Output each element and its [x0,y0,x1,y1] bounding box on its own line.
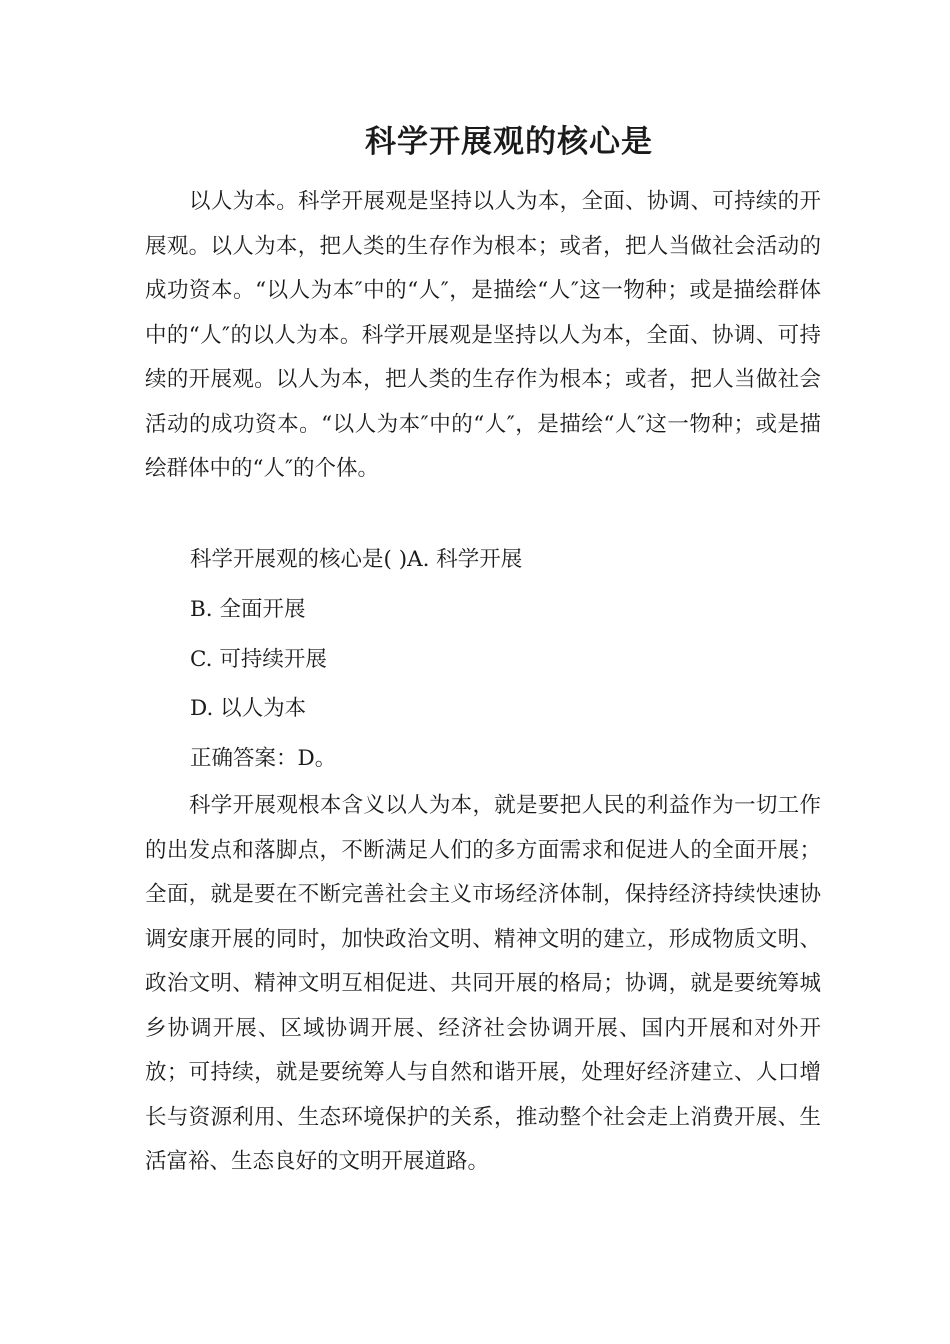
option-c: C. 可持续开展 [190,647,327,672]
answer-line: 正确答案：D。 [190,746,337,771]
option-b: B. 全面开展 [190,597,306,622]
option-d: D. 以人为本 [190,696,307,721]
document-title: 科学开展观的核心是 [365,124,653,160]
question-line: 科学开展观的核心是( )A. 科学开展 [190,547,523,572]
intro-paragraph: 以人为本。科学开展观是坚持以人为本，全面、协调、可持续的开展观。以人为本，把人类的生存作为根本；或者，把人当做社会活动的成功资本。“以人为本″中的“人″，是描绘“人″这一物种；或是描绘群体中的“人″的以人为本。科学开展观是坚持以人为本，全面、协调、可持续的开展观。以人为本，把人类的生存作为根本；或者，把人当做社会活动的成功资本。“以人为本″中的“人″，是描绘“人″这一物种；或是描绘群体中的“人″的个体。 [145,189,821,481]
explanation-paragraph: 科学开展观根本含义以人为本，就是要把人民的利益作为一切工作的出发点和落脚点，不断满足人们的多方面需求和促进人的全面开展；全面，就是要在不断完善社会主义市场经济体制，保持经济持续快速协调安康开展的同时，加快政治文明、精神文明的建立，形成物质文明、政治文明、精神文明互相促进、共同开展的格局；协调，就是要统筹城乡协调开展、区域协调开展、经济社会协调开展、国内开展和对外开放；可持续，就是要统筹人与自然和谐开展，处理好经济建立、人口增长与资源利用、生态环境保护的关系，推动整个社会走上消费开展、生活富裕、生态良好的文明开展道路。 [145,793,821,1174]
